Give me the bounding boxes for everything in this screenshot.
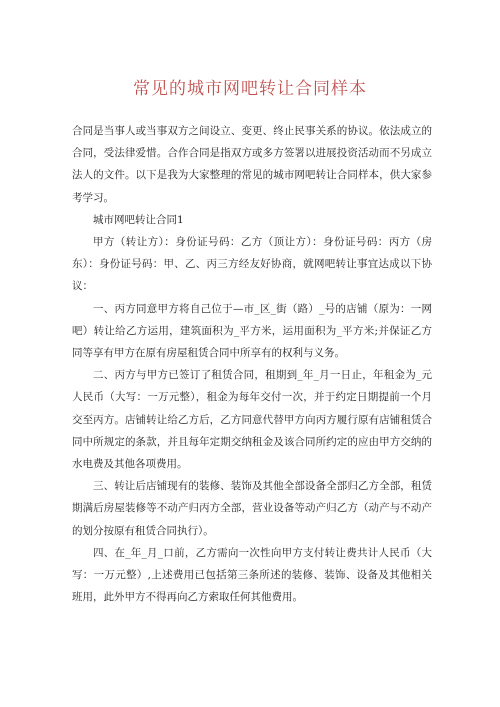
clause-3: 三、转让后店铺现有的装修、装饰及其他全部设备全部归乙方全部，租赁期满后房屋装修等不动产归丙方全部，营业设备等动产归乙方（动产与不动产的划分按原有租赁合同执行）。 — [72, 480, 432, 537]
parties-paragraph: 甲方（转让方）：身份证号码：乙方（顶让方）：身份证号码：丙方（房东）：身份证号码：甲、乙、丙三方经友好协商，就网吧转让事宜达成以下协议： — [72, 236, 432, 293]
clause-1: 一、丙方同意甲方将自己位于—市_区_街（路）_号的店铺（原为：一网吧）转让给乙方运用，建筑面积为_平方米，运用面积为_平方米;并保证乙方同等享有甲方在原有房屋租赁合同中所享有的权利与义务。 — [72, 302, 432, 360]
intro-paragraph: 合同是当事人或当事双方之间设立、变更、终止民事关系的协议。依法成立的合同，受法律爱惜。合作合同是指双方或多方签署以进展投资活动而不另成立法人的文件。以下是我为大家整理的常见的城市网吧转让合同样本，供大家参考学习。 — [72, 125, 432, 204]
clause-2: 二、丙方与甲方已签订了租赁合同，租期到_年_月一日止，年租金为_元人民币（大写：一万元整），租金为每年交付一次，并于约定日期提前一个月交至丙方。店铺转让给乙方后，乙方同意代替甲方向丙方履行原有店铺租赁合同中所规定的条款，并且每年定期交纳租金及该合同所约定的应由甲方交纳的水电费及其他各项费用。 — [72, 369, 432, 471]
contract-subtitle: 城市网吧转让合同1 — [93, 213, 184, 226]
clause-4: 四、在_年_月_口前，乙方需向一次性向甲方支付转让费共计人民币（大写：一万元整）,上述费用已包括第三条所述的装修、装饰、设备及其他相关班用，此外甲方不得再向乙方索取任何其他费用。 — [72, 546, 432, 604]
document-title: 常见的城市网吧转让合同样本 — [133, 79, 367, 99]
document-body — [72, 120, 432, 608]
